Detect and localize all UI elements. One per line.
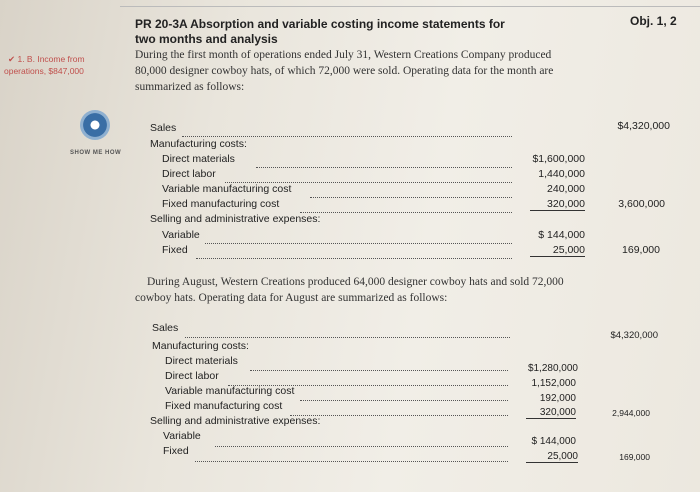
august-vm-value: 192,000 (539, 393, 576, 404)
intro-line-3: summarized as follows: (135, 81, 245, 93)
july-dl-value: 1,440,000 (538, 168, 585, 180)
problem-subtitle: two months and analysis (135, 32, 278, 46)
july-fm-value: 320,000 (530, 198, 585, 211)
august-dm-value: $1,280,000 (527, 363, 578, 374)
july-dm-value: $1,600,000 (532, 153, 585, 165)
july-dm-label: Direct materials (162, 153, 235, 165)
dot-leader (182, 126, 512, 137)
august-sales-value: $4,320,000 (610, 330, 658, 341)
dot-leader (256, 157, 512, 168)
august-vm-label: Variable manufacturing cost (165, 385, 295, 397)
top-rule (120, 6, 700, 7)
dot-leader (195, 451, 508, 462)
show-me-how-disc-icon[interactable] (80, 110, 110, 140)
august-fm-label: Fixed manufacturing cost (165, 400, 283, 412)
dot-leader (185, 327, 510, 338)
august-mfg-total: 2,944,000 (612, 408, 650, 418)
intro-line-1: During the first month of operations ended July 31, Western Creations Company produced (135, 49, 552, 61)
show-me-how-label[interactable]: SHOW ME HOW (70, 150, 122, 156)
dot-leader (215, 436, 508, 447)
august-dl-value: 1,152,000 (531, 378, 576, 389)
dot-leader (250, 360, 508, 371)
july-sa-label: Selling and administrative expenses: (150, 213, 321, 225)
margin-note-line2: operations, $847,000 (4, 66, 84, 76)
july-fix-value: 25,000 (530, 244, 585, 257)
dot-leader (205, 233, 512, 244)
august-intro-line-2: cowboy hats. Operating data for August are summarized as follows: (135, 292, 448, 304)
july-sales-label: Sales (150, 122, 177, 134)
objective-label: Obj. 1, 2 (630, 14, 677, 28)
august-sa-label: Selling and administrative expenses: (150, 415, 321, 427)
july-dl-label: Direct labor (162, 168, 216, 180)
july-mfg-total: 3,600,000 (618, 198, 665, 210)
dot-leader (300, 390, 508, 401)
july-sales-value: $4,320,000 (617, 120, 670, 132)
dot-leader (290, 405, 508, 416)
august-var-value: $ 144,000 (531, 436, 576, 447)
july-sa-total: 169,000 (622, 244, 660, 256)
august-fm-value: 320,000 (526, 407, 576, 419)
august-sales-label: Sales (152, 322, 179, 334)
problem-title: PR 20-3A Absorption and variable costing income statements for (135, 17, 505, 31)
august-fix-value: 25,000 (526, 451, 578, 463)
july-var-value: $ 144,000 (538, 229, 585, 241)
august-mfg-label: Manufacturing costs: (152, 340, 249, 352)
july-var-label: Variable (162, 229, 200, 241)
dot-leader (310, 187, 512, 198)
august-fix-label: Fixed (163, 445, 189, 457)
august-var-label: Variable (163, 430, 201, 442)
august-sa-total: 169,000 (619, 452, 650, 462)
dot-leader (196, 248, 512, 259)
august-intro-line-1: During August, Western Creations produced 64,000 designer cowboy hats and sold 72,000 (147, 276, 564, 288)
july-vm-label: Variable manufacturing cost (162, 183, 292, 195)
august-dm-label: Direct materials (165, 355, 238, 367)
intro-line-2: 80,000 designer cowboy hats, of which 72,000 were sold. Operating data for the month are (135, 65, 554, 77)
july-fix-label: Fixed (162, 244, 188, 256)
dot-leader (300, 202, 512, 213)
august-dl-label: Direct labor (165, 370, 219, 382)
margin-note-line1: ✔ 1. B. Income from (8, 54, 85, 64)
july-fm-label: Fixed manufacturing cost (162, 198, 280, 210)
july-mfg-label: Manufacturing costs: (150, 138, 247, 150)
dot-leader (225, 172, 512, 183)
july-vm-value: 240,000 (547, 183, 585, 195)
